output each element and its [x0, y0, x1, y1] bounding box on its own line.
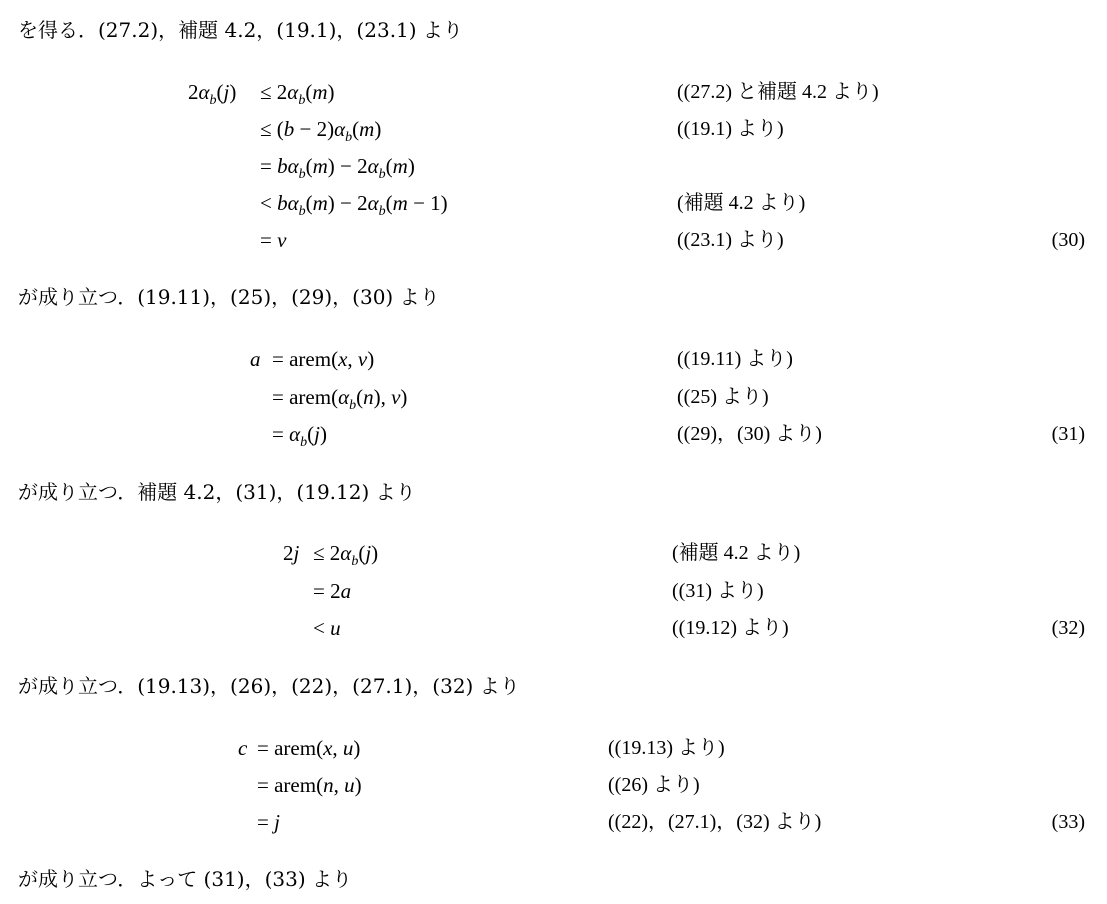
eq32-line1-lhs: 2j — [283, 541, 300, 565]
eq31-line2-reason: ((25) より) — [677, 386, 769, 408]
eq32-line2-reason: ((31) より) — [672, 580, 764, 602]
equation-number-33: (33) — [1051, 811, 1085, 833]
paragraph-2: が成り立つ．(19.11)，(25)，(29)，(30) より — [18, 285, 440, 309]
eq31-line1-rhs: = arem(x, v) — [272, 347, 375, 371]
eq32-line1-reason: (補題 4.2 より) — [672, 542, 801, 564]
eq31-line2-rhs: = $arem(\alpha_b(n)$, v) — [272, 385, 408, 414]
paragraph-3: が成り立つ．補題 4.2，(31)，(19.12) より — [18, 480, 416, 504]
eq30-line5-reason: ((23.1) より) — [677, 229, 784, 251]
paragraph-1: を得る．(27.2)，補題 4.2，(19.1)，(23.1) より — [18, 18, 463, 42]
paragraph-4: が成り立つ．(19.13)，(26)，(22)，(27.1)，(32) より — [18, 674, 520, 698]
eq30-line3-rhs: = $b\alpha_b(m) - 2\alpha_b(m)$ — [260, 154, 415, 183]
eq30-line1-lhs: $2\alpha_b(j)$ — [188, 80, 237, 109]
eq32-line3-reason: ((19.12) より) — [672, 617, 789, 639]
eq30-line1-reason: ((27.2) と補題 4.2 より) — [677, 81, 879, 103]
eq33-line1-reason: ((19.13) より) — [608, 737, 725, 759]
eq31-line3-reason: ((29)，(30) より) — [677, 423, 822, 445]
eq31-line3-rhs: = $\alpha_b(j)$ — [272, 422, 327, 451]
eq30-line2-rhs: ≤ $(b - 2)\alpha_b(m)$ — [260, 117, 382, 146]
eq30-line4-reason: (補題 4.2 より) — [677, 192, 806, 214]
equation-number-31: (31) — [1051, 423, 1085, 445]
eq31-line1-lhs: a — [250, 347, 261, 371]
eq31-line1-reason: ((19.11) より) — [677, 348, 793, 370]
eq33-line1-rhs: = arem(x, u) — [257, 736, 361, 760]
eq30-line4-rhs: < $b\alpha_b(m) - 2\alpha_b(m - 1)$ — [260, 191, 448, 220]
eq30-line1-rhs: ≤ $2\alpha_b(m)$ — [260, 80, 335, 109]
eq32-line3-rhs: < u — [313, 616, 341, 640]
eq33-line2-reason: ((26) より) — [608, 774, 700, 796]
eq30-line2-reason: ((19.1) より) — [677, 118, 784, 140]
eq33-line3-reason: ((22)，(27.1)，(32) より) — [608, 811, 822, 833]
paragraph-5: が成り立つ．よって (31)，(33) より — [18, 867, 353, 891]
equation-number-32: (32) — [1051, 617, 1085, 639]
equation-number-30: (30) — [1051, 229, 1085, 251]
eq32-line2-rhs: = 2a — [313, 579, 352, 603]
eq33-line3-rhs: = j — [257, 810, 280, 834]
eq30-line5-rhs: = v — [260, 228, 287, 252]
eq32-line1-rhs: ≤ $2\alpha_b(j)$ — [313, 541, 379, 570]
eq33-line1-lhs: c — [238, 736, 248, 760]
eq33-line2-rhs: = arem(n, u) — [257, 773, 362, 797]
